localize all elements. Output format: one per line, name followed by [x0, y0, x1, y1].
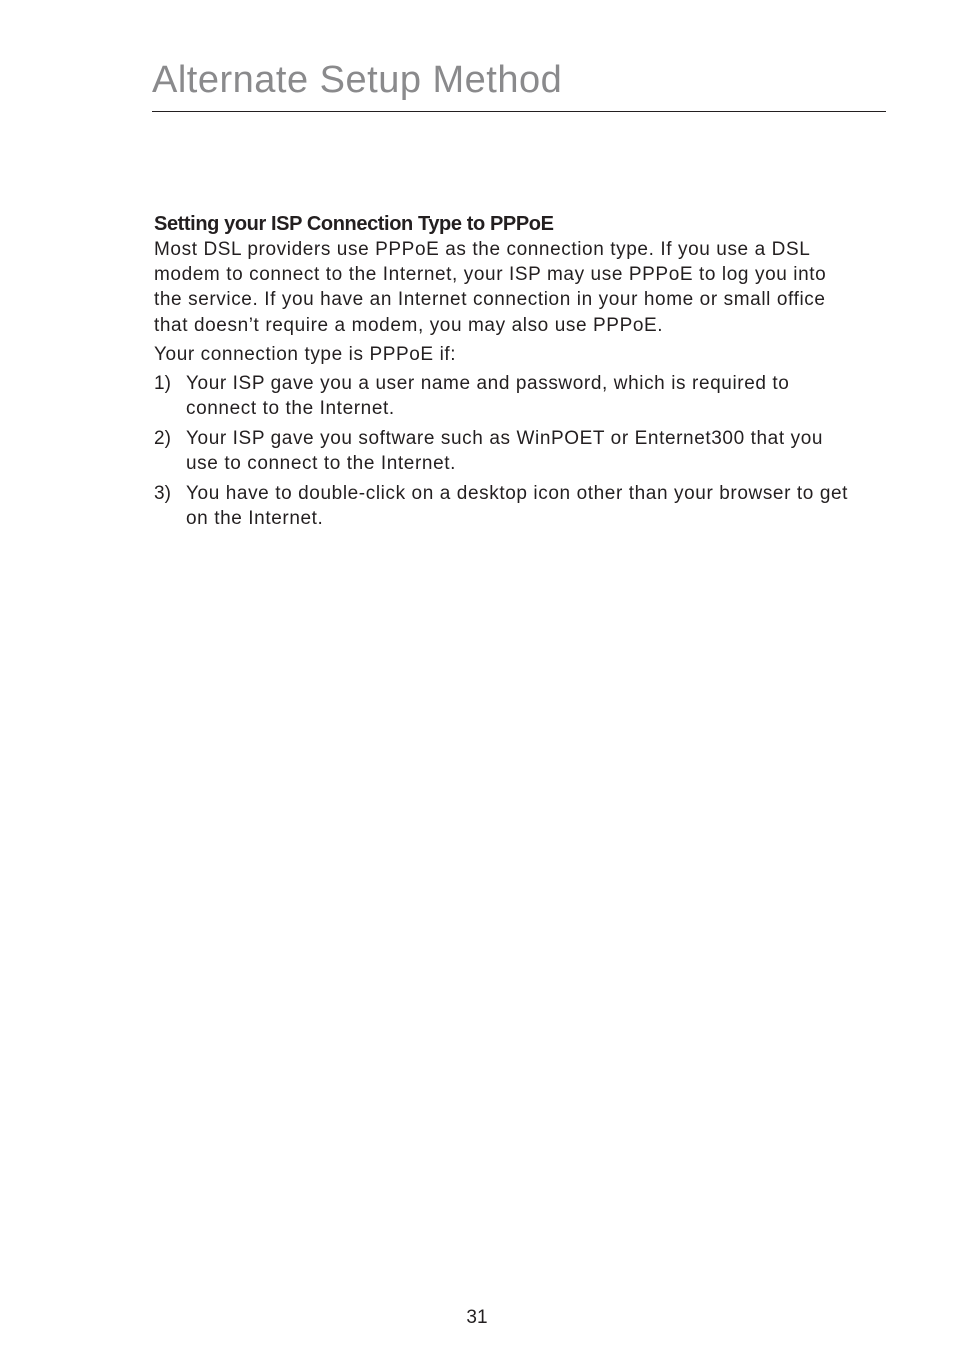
main-content	[154, 211, 854, 536]
list-item-number: 3)	[154, 483, 171, 505]
header-divider	[152, 111, 886, 112]
section-heading: Setting your ISP Connection Type to PPPoE	[154, 213, 554, 235]
page-number: 31	[466, 1307, 488, 1328]
page-title: Alternate Setup Method	[152, 59, 563, 101]
list-item-text: Your ISP gave you software such as WinPOET or Enternet300 that you use to connect to the Internet.	[186, 428, 824, 475]
lead-paragraph: Your connection type is PPPoE if:	[154, 343, 457, 365]
list-item	[154, 426, 854, 476]
list-item-text: You have to double-click on a desktop icon other than your browser to get on the Internet.	[186, 483, 849, 530]
page-header	[152, 58, 886, 102]
list-item-number: 2)	[154, 428, 171, 450]
intro-paragraph: Most DSL providers use PPPoE as the connection type. If you use a DSL modem to connect to the Internet, your ISP may use PPPoE to log you into the service. If you have an Internet connection in your home or small office that doesn’t require a modem, you may also use PPPoE.	[154, 239, 827, 336]
list-item-text: Your ISP gave you a user name and password, which is required to connect to the Internet.	[186, 373, 790, 420]
list-item	[154, 371, 854, 421]
list-item	[154, 481, 854, 531]
criteria-list	[154, 371, 854, 531]
list-item-number: 1)	[154, 373, 171, 395]
